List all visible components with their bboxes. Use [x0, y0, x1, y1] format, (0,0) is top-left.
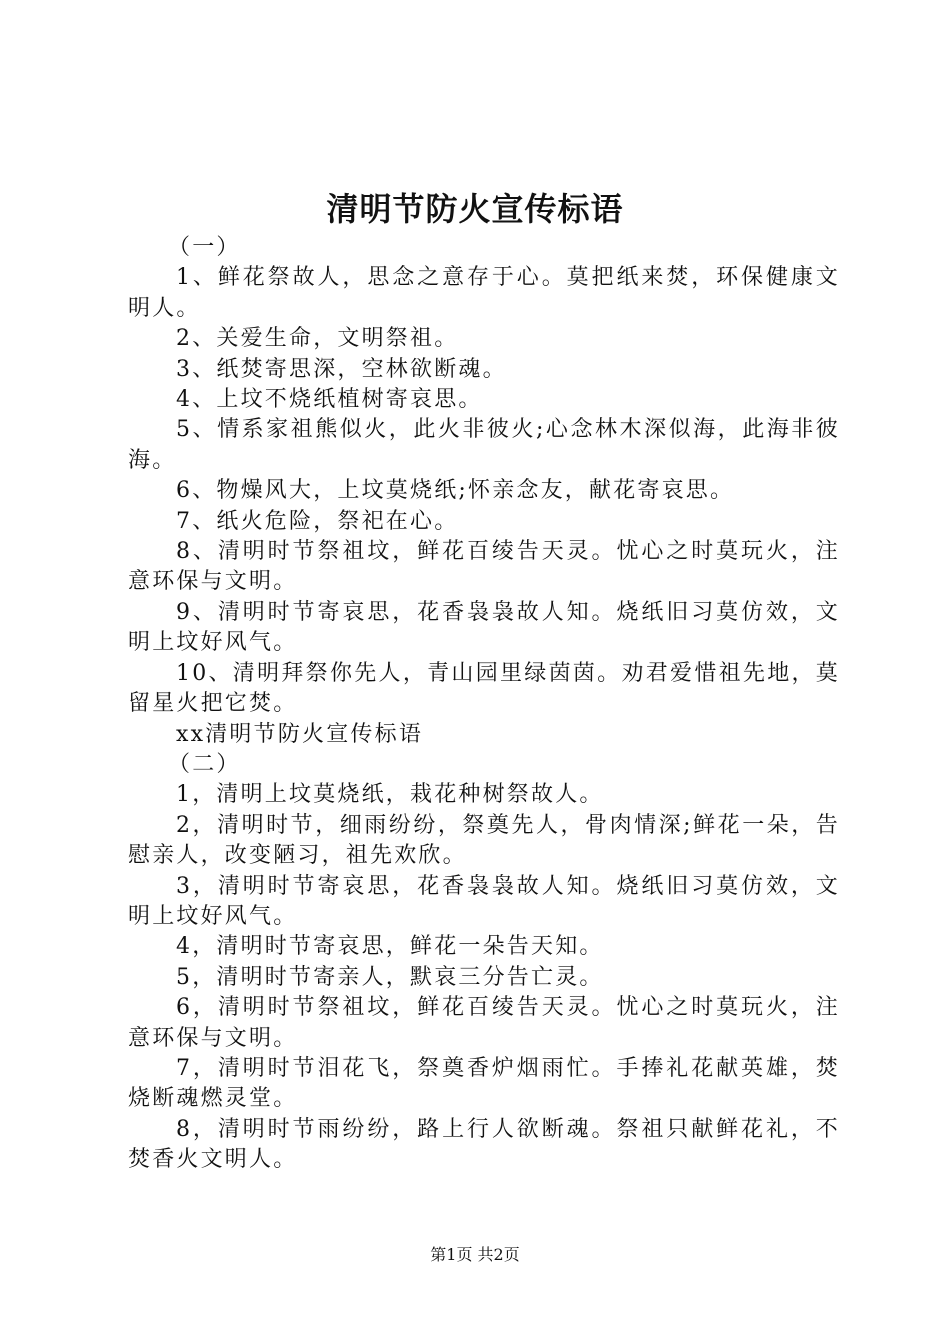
slogan-paragraph: 5、情系家祖熊似火，此火非彼火;心念林木深似海，此海非彼海。	[128, 417, 840, 473]
slogan-paragraph: 7，清明时节泪花飞，祭奠香炉烟雨忙。手捧礼花献英雄，焚烧断魂燃灵堂。	[128, 1055, 840, 1112]
document-body	[128, 233, 840, 1176]
page-number-footer: 第1页 共2页	[430, 1245, 520, 1264]
slogan-paragraph: 5，清明时节寄亲人，默哀三分告亡灵。	[176, 964, 604, 990]
slogan-paragraph: 6、物燥风大，上坟莫烧纸;怀亲念友，献花寄哀思。	[176, 478, 735, 504]
slogan-paragraph: 4，清明时节寄哀思，鲜花一朵告天知。	[176, 934, 604, 960]
slogan-paragraph: 8、清明时节祭祖坟，鲜花百绫告天灵。忧心之时莫玩火，注意环保与文明。	[128, 539, 840, 595]
slogan-paragraph: 2，清明时节，细雨纷纷，祭奠先人，骨肉情深;鲜花一朵，告慰亲人，改变陋习，祖先欢欣。	[128, 812, 840, 869]
slogan-paragraph: 1，清明上坟莫烧纸，栽花种树祭故人。	[176, 782, 604, 808]
slogan-paragraph: 3，清明时节寄哀思，花香袅袅故人知。烧纸旧习莫仿效，文明上坟好风气。	[128, 873, 840, 929]
slogan-paragraph: 3、纸焚寄思深，空林欲断魂。	[176, 356, 507, 382]
subsection-title: xx清明节防火宣传标语	[176, 721, 424, 747]
slogan-paragraph: 4、上坟不烧纸植树寄哀思。	[176, 387, 483, 413]
slogan-paragraph: 2、关爱生命，文明祭祖。	[176, 326, 459, 352]
slogan-paragraph: 8，清明时节雨纷纷，路上行人欲断魂。祭祖只献鲜花礼，不焚香火文明人。	[128, 1116, 840, 1173]
slogan-paragraph: 1、鲜花祭故人，思念之意存于心。莫把纸来焚，环保健康文明人。	[128, 265, 840, 321]
document-title: 清明节防火宣传标语	[326, 190, 624, 228]
section-heading: （二）	[168, 751, 241, 777]
slogan-paragraph: 10、清明拜祭你先人，青山园里绿茵茵。劝君爱惜祖先地，莫留星火把它焚。	[128, 660, 840, 717]
section-heading: （一）	[168, 235, 241, 260]
slogan-paragraph: 7、纸火危险，祭祀在心。	[176, 508, 459, 534]
slogan-paragraph: 9、清明时节寄哀思，花香袅袅故人知。烧纸旧习莫仿效，文明上坟好风气。	[128, 599, 840, 656]
slogan-paragraph: 6，清明时节祭祖坟，鲜花百绫告天灵。忧心之时莫玩火，注意环保与文明。	[128, 995, 840, 1051]
